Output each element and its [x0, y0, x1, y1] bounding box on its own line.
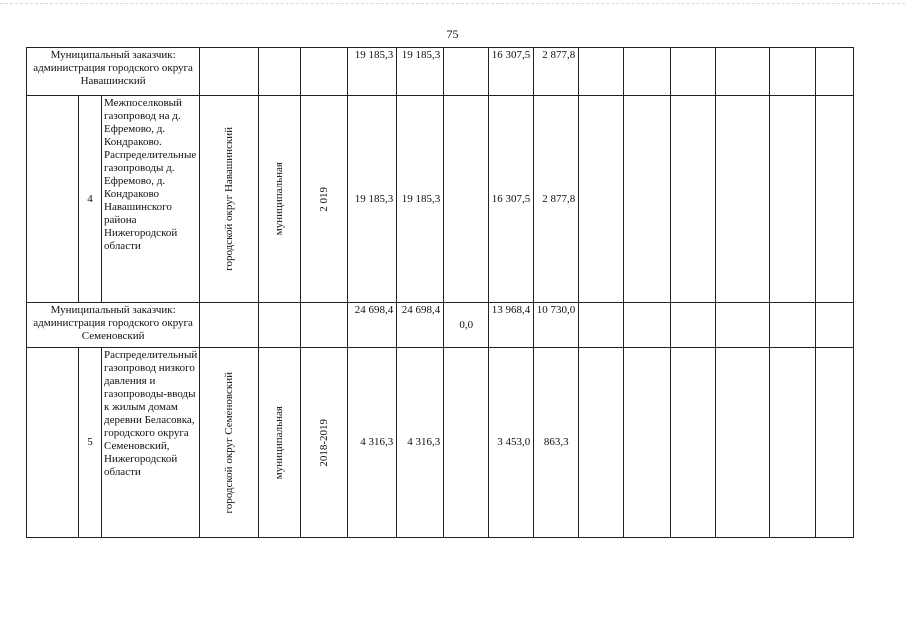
table-row [27, 48, 854, 96]
years-cell [301, 348, 348, 538]
ownership-cell [259, 348, 301, 538]
empty-cell [444, 48, 489, 96]
empty-cell [816, 96, 854, 303]
value-cell: 16 307,5 [489, 96, 534, 303]
empty-cell [770, 348, 816, 538]
table-row [27, 348, 854, 538]
value-cell: 3 453,0 [489, 348, 534, 538]
district-cell [200, 96, 259, 303]
value-cell: 10 730,0 [534, 303, 579, 348]
empty-cell [444, 348, 489, 538]
value-cell: 24 698,4 [348, 303, 397, 348]
empty-cell [579, 303, 624, 348]
budget-table [26, 47, 854, 538]
empty-cell [770, 96, 816, 303]
object-name: Межпоселковый газопровод на д. Ефремово, д. Кондраково. Распределительные газопроводы д. Ефремово, д. Кондраково Навашинского района Нижегородской области [102, 96, 200, 303]
value-cell: 4 316,3 [397, 348, 444, 538]
table-row [27, 96, 854, 303]
value-cell: 0,0 [444, 303, 489, 348]
customer-cell: Муниципальный заказчик: администрация городского округа Семеновский [27, 303, 200, 348]
value-cell: 16 307,5 [489, 48, 534, 96]
district-text: городской округ Семеновский [222, 371, 235, 514]
page-number: 75 [446, 27, 459, 41]
district-text: городской округ Навашинский [222, 127, 235, 271]
years-cell [301, 96, 348, 303]
value-cell: 2 877,8 [534, 96, 579, 303]
empty-cell [301, 48, 348, 96]
ownership-cell [259, 96, 301, 303]
empty-cell [301, 303, 348, 348]
district-cell [200, 348, 259, 538]
value-cell: 19 185,3 [397, 96, 444, 303]
empty-cell [770, 303, 816, 348]
empty-cell [579, 96, 624, 303]
empty-cell [816, 348, 854, 538]
value-cell: 4 316,3 [348, 348, 397, 538]
empty-cell [716, 303, 770, 348]
empty-cell [579, 48, 624, 96]
years-text: 2 019 [317, 186, 330, 212]
years-text: 2018-2019 [317, 418, 330, 467]
ownership-text: муниципальная [273, 405, 286, 480]
value-cell: 13 968,4 [489, 303, 534, 348]
empty-cell [716, 48, 770, 96]
customer-cell: Муниципальный заказчик: администрация городского округа Навашинский [27, 48, 200, 96]
value-cell: 24 698,4 [397, 303, 444, 348]
empty-cell [200, 303, 259, 348]
value-cell: 863,3 [534, 348, 579, 538]
empty-cell [671, 348, 716, 538]
empty-cell [444, 96, 489, 303]
empty-cell [259, 48, 301, 96]
row-index: 4 [79, 96, 102, 303]
empty-cell [27, 348, 79, 538]
scan-edge-line [0, 3, 905, 4]
empty-cell [579, 348, 624, 538]
empty-cell [200, 48, 259, 96]
empty-cell [259, 303, 301, 348]
empty-cell [671, 96, 716, 303]
ownership-text: муниципальная [273, 162, 286, 236]
value-cell: 19 185,3 [397, 48, 444, 96]
empty-cell [624, 348, 671, 538]
empty-cell [624, 96, 671, 303]
empty-cell [27, 96, 79, 303]
empty-cell [816, 303, 854, 348]
empty-cell [624, 48, 671, 96]
empty-cell [716, 96, 770, 303]
empty-cell [716, 348, 770, 538]
empty-cell [624, 303, 671, 348]
empty-cell [770, 48, 816, 96]
value-cell: 19 185,3 [348, 96, 397, 303]
row-index: 5 [79, 348, 102, 538]
table-row [27, 303, 854, 348]
value-cell: 19 185,3 [348, 48, 397, 96]
object-name: Распределительный газопровод низкого давления и газопроводы-вводы к жилым домам деревни Беласовка, городского округа Семеновский, Нижегородской области [102, 348, 200, 538]
empty-cell [671, 303, 716, 348]
value-cell: 2 877,8 [534, 48, 579, 96]
empty-cell [671, 48, 716, 96]
empty-cell [816, 48, 854, 96]
